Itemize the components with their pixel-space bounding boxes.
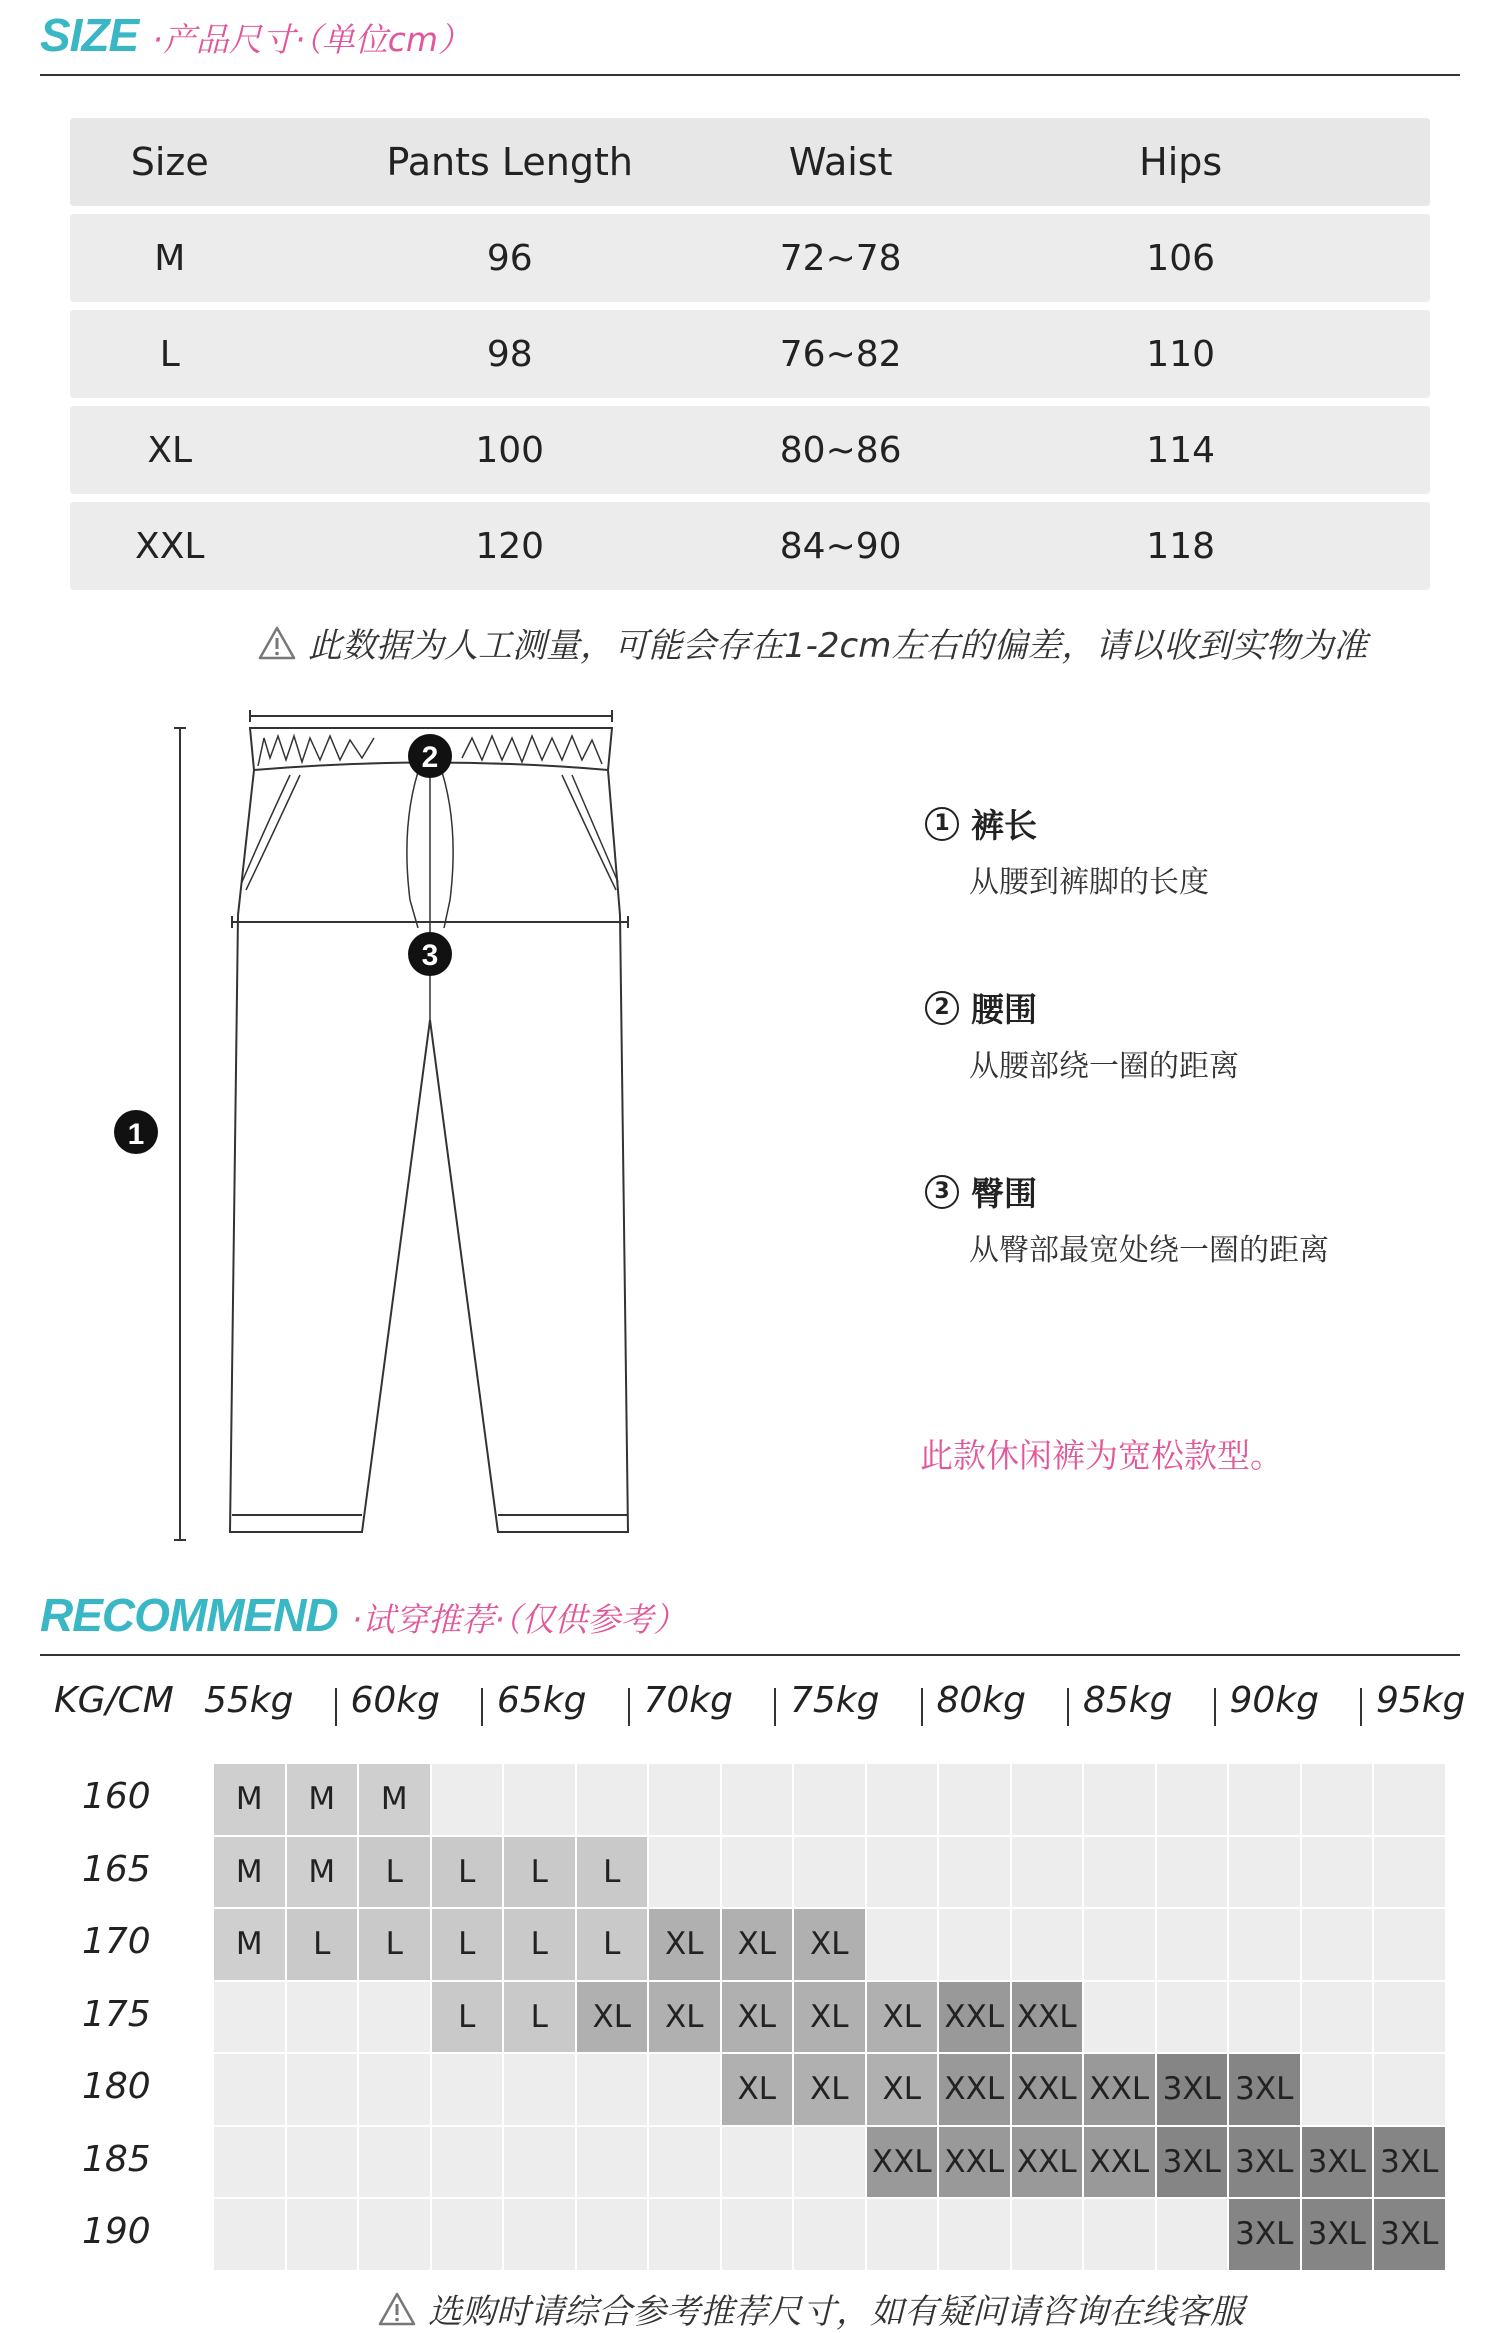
- empty-cell: [1302, 1764, 1373, 1835]
- legend-waist: 2 腰围 从腰部绕一圈的距离: [925, 984, 1239, 1085]
- empty-cell: [1157, 2199, 1228, 2270]
- size-table-cell: 106: [1146, 237, 1216, 279]
- size-cell: L: [359, 1837, 430, 1908]
- size-cell: XL: [722, 1909, 793, 1980]
- weight-separator: [921, 1688, 923, 1726]
- empty-cell: [1157, 1909, 1228, 1980]
- empty-cell: [722, 1837, 793, 1908]
- recommend-subtitle: ·试穿推荐·（仅供参考）: [351, 1600, 687, 1639]
- weight-label: 75kg: [790, 1680, 880, 1721]
- loose-fit-note: 此款休闲裤为宽松款型。: [920, 1436, 1283, 1475]
- warning-icon: [258, 626, 296, 660]
- weight-label: 65kg: [497, 1680, 587, 1721]
- weight-separator: [335, 1688, 337, 1726]
- svg-text:1: 1: [127, 1118, 145, 1151]
- empty-cell: [577, 2054, 648, 2125]
- empty-cell: [794, 2199, 865, 2270]
- empty-cell: [359, 2199, 430, 2270]
- size-cell: XXL: [939, 2054, 1010, 2125]
- empty-cell: [939, 1909, 1010, 1980]
- size-cell: XL: [722, 1982, 793, 2053]
- height-label: 180: [82, 2066, 151, 2107]
- empty-cell: [794, 1764, 865, 1835]
- size-table-row: [70, 502, 1430, 590]
- legend-length: 1 裤长 从腰到裤脚的长度: [925, 800, 1209, 901]
- empty-cell: [214, 2127, 285, 2198]
- size-cell: XXL: [939, 1982, 1010, 2053]
- recommend-title: RECOMMEND: [40, 1589, 338, 1641]
- size-cell: 3XL: [1374, 2199, 1445, 2270]
- measure-note: [258, 618, 1367, 667]
- size-cell: 3XL: [1229, 2054, 1300, 2125]
- empty-cell: [867, 1909, 938, 1980]
- empty-cell: [1302, 2054, 1373, 2125]
- size-cell: M: [214, 1837, 285, 1908]
- height-label: 165: [82, 1848, 151, 1890]
- size-cell: XL: [794, 1982, 865, 2053]
- size-table-row: [70, 214, 1430, 302]
- pants-diagram: [100, 700, 660, 1560]
- empty-cell: [1084, 1909, 1155, 1980]
- size-cell: XL: [722, 2054, 793, 2125]
- size-cell: 3XL: [1157, 2054, 1228, 2125]
- empty-cell: [1084, 2199, 1155, 2270]
- size-section-header: [40, 8, 471, 62]
- empty-cell: [1157, 1982, 1228, 2053]
- size-cell: XXL: [1084, 2127, 1155, 2198]
- empty-cell: [1084, 1982, 1155, 2053]
- empty-cell: [867, 2199, 938, 2270]
- empty-cell: [1374, 1909, 1445, 1980]
- empty-cell: [504, 2054, 575, 2125]
- empty-cell: [1374, 1764, 1445, 1835]
- empty-cell: [432, 2054, 503, 2125]
- size-cell: XL: [577, 1982, 648, 2053]
- empty-cell: [577, 2127, 648, 2198]
- size-table-header-cell: Pants Length: [386, 140, 633, 184]
- empty-cell: [432, 2199, 503, 2270]
- height-label: 170: [82, 1921, 151, 1962]
- empty-cell: [1229, 1837, 1300, 1908]
- weight-separator: [774, 1688, 776, 1726]
- size-table-cell: L: [159, 333, 180, 375]
- bottom-note-text: 选购时请综合参考推荐尺寸，如有疑问请咨询在线客服: [428, 2292, 1244, 2332]
- empty-cell: [1302, 1982, 1373, 2053]
- empty-cell: [794, 2127, 865, 2198]
- size-table-cell: 84~90: [779, 525, 902, 567]
- size-table-cell: 120: [475, 525, 545, 567]
- size-table-cell: XXL: [135, 525, 205, 567]
- height-label: 175: [82, 1993, 151, 2035]
- weight-separator: [1214, 1688, 1216, 1726]
- empty-cell: [867, 1837, 938, 1908]
- weight-separator: [1067, 1688, 1069, 1726]
- empty-cell: [1084, 1764, 1155, 1835]
- size-cell: XL: [649, 1909, 720, 1980]
- empty-cell: [1374, 1837, 1445, 1908]
- size-cell: XXL: [1012, 2127, 1083, 2198]
- empty-cell: [1229, 1909, 1300, 1980]
- size-cell: M: [359, 1764, 430, 1835]
- svg-text:2: 2: [421, 741, 439, 774]
- weight-separator: [1360, 1688, 1362, 1726]
- empty-cell: [794, 1837, 865, 1908]
- recommend-section-header: [40, 1588, 686, 1642]
- size-cell: XL: [649, 1982, 720, 2053]
- legend-hips-desc: 从臀部最宽处绕一圈的距离: [969, 1233, 1329, 1268]
- size-cell: M: [214, 1909, 285, 1980]
- size-cell: XL: [794, 1909, 865, 1980]
- size-subtitle: ·产品尺寸·（单位cm）: [152, 20, 472, 59]
- empty-cell: [1374, 2054, 1445, 2125]
- legend-waist-desc: 从腰部绕一圈的距离: [969, 1049, 1239, 1084]
- size-table-cell: 118: [1146, 525, 1216, 567]
- size-cell: 3XL: [1374, 2127, 1445, 2198]
- size-cell: 3XL: [1302, 2127, 1373, 2198]
- size-cell: L: [287, 1909, 358, 1980]
- size-cell: L: [432, 1909, 503, 1980]
- size-cell: 3XL: [1229, 2127, 1300, 2198]
- weight-label: 60kg: [350, 1680, 441, 1721]
- size-table-cell: 110: [1146, 333, 1216, 375]
- size-table: [70, 118, 1430, 598]
- empty-cell: [287, 2054, 358, 2125]
- empty-cell: [287, 2199, 358, 2270]
- empty-cell: [649, 2127, 720, 2198]
- size-cell: M: [287, 1837, 358, 1908]
- legend-length-title: 裤长: [971, 806, 1037, 845]
- empty-cell: [359, 1982, 430, 2053]
- legend-hips: 3 臀围 从臀部最宽处绕一圈的距离: [925, 1168, 1329, 1269]
- size-cell: L: [577, 1909, 648, 1980]
- size-cell: XXL: [867, 2127, 938, 2198]
- empty-cell: [577, 2199, 648, 2270]
- empty-cell: [1012, 1909, 1083, 1980]
- empty-cell: [939, 2199, 1010, 2270]
- empty-cell: [1374, 1982, 1445, 2053]
- size-cell: 3XL: [1229, 2199, 1300, 2270]
- size-table-row: [70, 310, 1430, 398]
- empty-cell: [649, 2199, 720, 2270]
- size-cell: L: [432, 1837, 503, 1908]
- size-table-cell: 96: [486, 237, 533, 279]
- empty-cell: [722, 1764, 793, 1835]
- empty-cell: [359, 2127, 430, 2198]
- empty-cell: [722, 2199, 793, 2270]
- empty-cell: [1302, 1909, 1373, 1980]
- weight-label: 90kg: [1229, 1680, 1320, 1721]
- size-cell: XXL: [1084, 2054, 1155, 2125]
- size-cell: L: [504, 1982, 575, 2053]
- size-cell: XL: [867, 2054, 938, 2125]
- empty-cell: [1229, 1764, 1300, 1835]
- size-cell: XXL: [1012, 2054, 1083, 2125]
- weight-separator: [481, 1688, 483, 1726]
- empty-cell: [432, 1764, 503, 1835]
- empty-cell: [504, 2199, 575, 2270]
- bottom-note: [378, 2284, 1244, 2333]
- size-table-cell: 114: [1146, 429, 1216, 471]
- size-table-row: [70, 406, 1430, 494]
- corner-label: KG/CM: [54, 1680, 174, 1721]
- size-table-cell: 80~86: [779, 429, 902, 471]
- size-cell: M: [287, 1764, 358, 1835]
- size-cell: L: [577, 1837, 648, 1908]
- size-table-cell: 72~78: [779, 237, 902, 279]
- warning-icon: [378, 2292, 416, 2326]
- empty-cell: [1012, 1764, 1083, 1835]
- empty-cell: [1157, 1837, 1228, 1908]
- size-cell: 3XL: [1302, 2199, 1373, 2270]
- size-cell: XXL: [1012, 1982, 1083, 2053]
- empty-cell: [504, 1764, 575, 1835]
- size-cell: L: [504, 1837, 575, 1908]
- size-divider: [40, 74, 1460, 76]
- size-cell: L: [359, 1909, 430, 1980]
- legend-hips-title: 臀围: [971, 1174, 1037, 1213]
- size-cell: L: [432, 1982, 503, 2053]
- weight-header-row: [40, 1680, 1466, 1732]
- legend-length-desc: 从腰到裤脚的长度: [969, 865, 1209, 900]
- empty-cell: [1229, 1982, 1300, 2053]
- size-table-header-cell: Hips: [1139, 140, 1223, 184]
- empty-cell: [1302, 1837, 1373, 1908]
- empty-cell: [359, 2054, 430, 2125]
- empty-cell: [649, 1837, 720, 1908]
- size-table-header-cell: Waist: [788, 140, 893, 184]
- empty-cell: [1012, 1837, 1083, 1908]
- size-cell: XL: [867, 1982, 938, 2053]
- empty-cell: [939, 1764, 1010, 1835]
- size-cell: M: [214, 1764, 285, 1835]
- recommend-divider: [40, 1654, 1460, 1656]
- weight-label: 80kg: [936, 1680, 1027, 1721]
- weight-label: 55kg: [204, 1680, 294, 1721]
- empty-cell: [649, 2054, 720, 2125]
- empty-cell: [577, 1764, 648, 1835]
- empty-cell: [432, 2127, 503, 2198]
- height-label: 190: [82, 2211, 151, 2252]
- measure-note-text: 此数据为人工测量，可能会存在1-2cm左右的偏差，请以收到实物为准: [308, 626, 1368, 666]
- weight-label: 85kg: [1083, 1680, 1173, 1721]
- height-label: 185: [82, 2138, 151, 2180]
- size-table-cell: 76~82: [779, 333, 902, 375]
- empty-cell: [287, 1982, 358, 2053]
- size-table-cell: 100: [475, 429, 545, 471]
- size-title: SIZE: [40, 9, 139, 61]
- svg-text:3: 3: [421, 939, 439, 972]
- weight-separator: [628, 1688, 630, 1726]
- empty-cell: [287, 2127, 358, 2198]
- size-table-header: [70, 118, 1430, 206]
- empty-cell: [722, 2127, 793, 2198]
- empty-cell: [214, 1982, 285, 2053]
- empty-cell: [1012, 2199, 1083, 2270]
- empty-cell: [1084, 1837, 1155, 1908]
- empty-cell: [214, 2054, 285, 2125]
- weight-label: 70kg: [643, 1680, 734, 1721]
- legend-waist-title: 腰围: [971, 990, 1037, 1029]
- empty-cell: [214, 2199, 285, 2270]
- size-table-cell: M: [154, 237, 186, 279]
- size-cell: XL: [794, 2054, 865, 2125]
- weight-label: 95kg: [1376, 1680, 1466, 1721]
- size-table-cell: 98: [486, 333, 533, 375]
- size-table-header-cell: Size: [130, 140, 209, 184]
- size-cell: XXL: [939, 2127, 1010, 2198]
- size-cell: 3XL: [1157, 2127, 1228, 2198]
- empty-cell: [649, 1764, 720, 1835]
- empty-cell: [504, 2127, 575, 2198]
- size-cell: L: [504, 1909, 575, 1980]
- empty-cell: [867, 1764, 938, 1835]
- height-label: 160: [82, 1776, 151, 1817]
- empty-cell: [1157, 1764, 1228, 1835]
- empty-cell: [939, 1837, 1010, 1908]
- size-table-cell: XL: [147, 429, 193, 471]
